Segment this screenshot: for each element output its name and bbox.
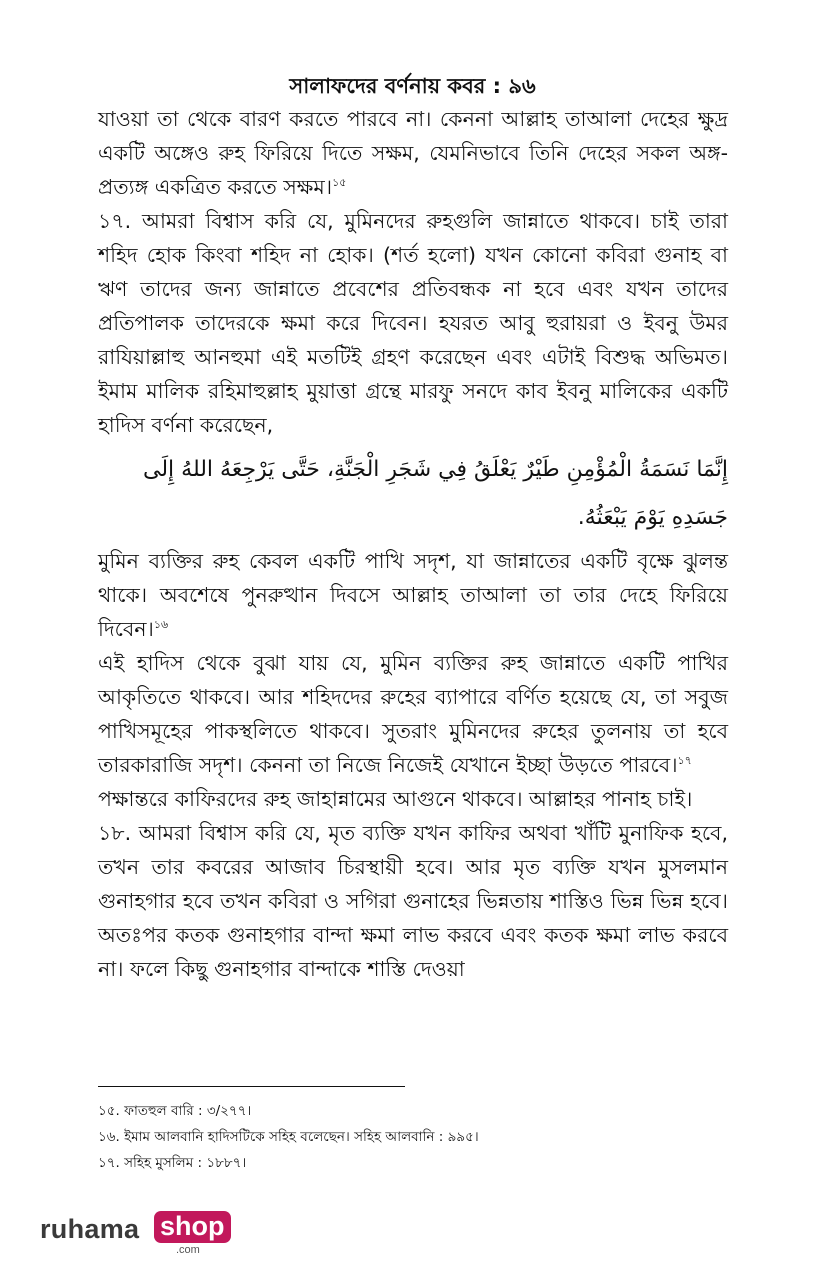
footnote-item: ১৭. সহিহ মুসলিম : ১৮৮৭। [98, 1155, 247, 1171]
paragraph-text: যাওয়া তা থেকে বারণ করতে পারবে না। কেননা আল্লাহ তাআলা দেহের ক্ষুদ্র একটি অঙ্গেও রুহ ফিরিয়ে দিতে সক্ষম, যেমনিভাবে তিনি দেহের সকল অঙ্গ-প্রত্যঙ্গ একত্রিত করতে সক্ষম। [98, 107, 728, 199]
page-header: সালাফদের বর্ণনায় কবর : ৯৬ [289, 74, 536, 98]
logo-domain: .com [176, 1244, 200, 1256]
footnote-divider [98, 1086, 405, 1087]
footnote-ref: ১৬ [153, 618, 169, 632]
footnote-item: ১৫. ফাতহুল বারি : ৩/২৭৭। [98, 1103, 252, 1119]
page-body [98, 102, 728, 986]
paragraph-text: মুমিন ব্যক্তির রুহ কেবল একটি পাখি সদৃশ, যা জান্নাতের একটি বৃক্ষে ঝুলন্ত থাকে। অবশেষে পুনরুত্থান দিবসে আল্লাহ তাআলা তা তার দেহে ফিরিয়ে দিবেন। [98, 549, 728, 641]
paragraph-text: এই হাদিস থেকে বুঝা যায় যে, মুমিন ব্যক্তির রুহ জান্নাতে একটি পাখির আকৃতিতে থাকবে। আর শহিদদের রুহের ব্যাপারে বর্ণিত হয়েছে যে, তা সবুজ পাখিসমূহের পাকস্থলিতে থাকবে। সুতরাং মুমিনদের রুহের তুলনায় তা হবে তারকারাজি সদৃশ। কেননা তা নিজে নিজেই যেখানে ইচ্ছা উড়তে পারবে। [98, 651, 728, 777]
paragraph: পক্ষান্তরে কাফিরদের রুহ জাহান্নামের আগুনে থাকবে। আল্লাহর পানাহ চাই। [98, 787, 693, 811]
logo-text: ruhama [40, 1214, 140, 1244]
logo-shop-text: shop [160, 1211, 225, 1241]
footnote-ref: ১৫ [332, 176, 347, 190]
paragraph: ১৮. আমরা বিশ্বাস করি যে, মৃত ব্যক্তি যখন কাফির অথবা খাঁটি মুনাফিক হবে, তখন তার কবরের আজাব চিরস্থায়ী হবে। আর মৃত ব্যক্তি যখন মুসলমান গুনাহগার হবে তখন কবিরা ও সগিরা গুনাহের ভিন্নতায় শাস্তিও ভিন্ন ভিন্ন হবে। অতঃপর কতক গুনাহগার বান্দা ক্ষমা লাভ করবে এবং কতক ক্ষমা লাভ করবে না। ফলে কিছু গুনাহগার বান্দাকে শাস্তি দেওয়া [98, 821, 728, 981]
paragraph [98, 646, 728, 782]
paragraph: ১৭. আমরা বিশ্বাস করি যে, মুমিনদের রুহগুলি জান্নাতে থাকবে। চাই তারা শহিদ হোক কিংবা শহিদ না হোক। (শর্ত হলো) যখন কোনো কবিরা গুনাহ বা ঋণ তাদের জন্য জান্নাতে প্রবেশের প্রতিবন্ধক না হবে এবং যখন তাদের প্রতিপালক তাদেরকে ক্ষমা করে দিবেন। হযরত আবু হুরায়রা ও ইবনু উমর রাযিয়াল্লাহু আনহুমা এই মতটিই গ্রহণ করেছেন এবং এটাই বিশুদ্ধ অভিমত। ইমাম মালিক রহিমাহুল্লাহ মুয়াত্তা গ্রন্থে মারফু সনদে কাব ইবনু মালিকের একটি হাদিস বর্ণনা করেছেন, [98, 209, 728, 437]
footnotes [98, 1098, 728, 1176]
footnote-item: ১৬. ইমাম আলবানি হাদিসটিকে সহিহ বলেছেন। সহিহ আলবানি : ৯৯৫। [98, 1129, 479, 1145]
arabic-hadith: إِنَّمَا نَسَمَةُ الْمُؤْمِنِ طَيْرٌ يَعْلَقُ فِي شَجَرِ الْجَنَّةِ، حَتَّى يَرْجِعَهُ اللهُ إِلَى جَسَدِهِ يَوْمَ يَبْعَثُهُ. [143, 457, 728, 530]
paragraph [98, 544, 728, 646]
paragraph [98, 102, 728, 204]
footnote-ref: ১৭ [677, 754, 692, 768]
logo-shop-badge [154, 1211, 231, 1243]
